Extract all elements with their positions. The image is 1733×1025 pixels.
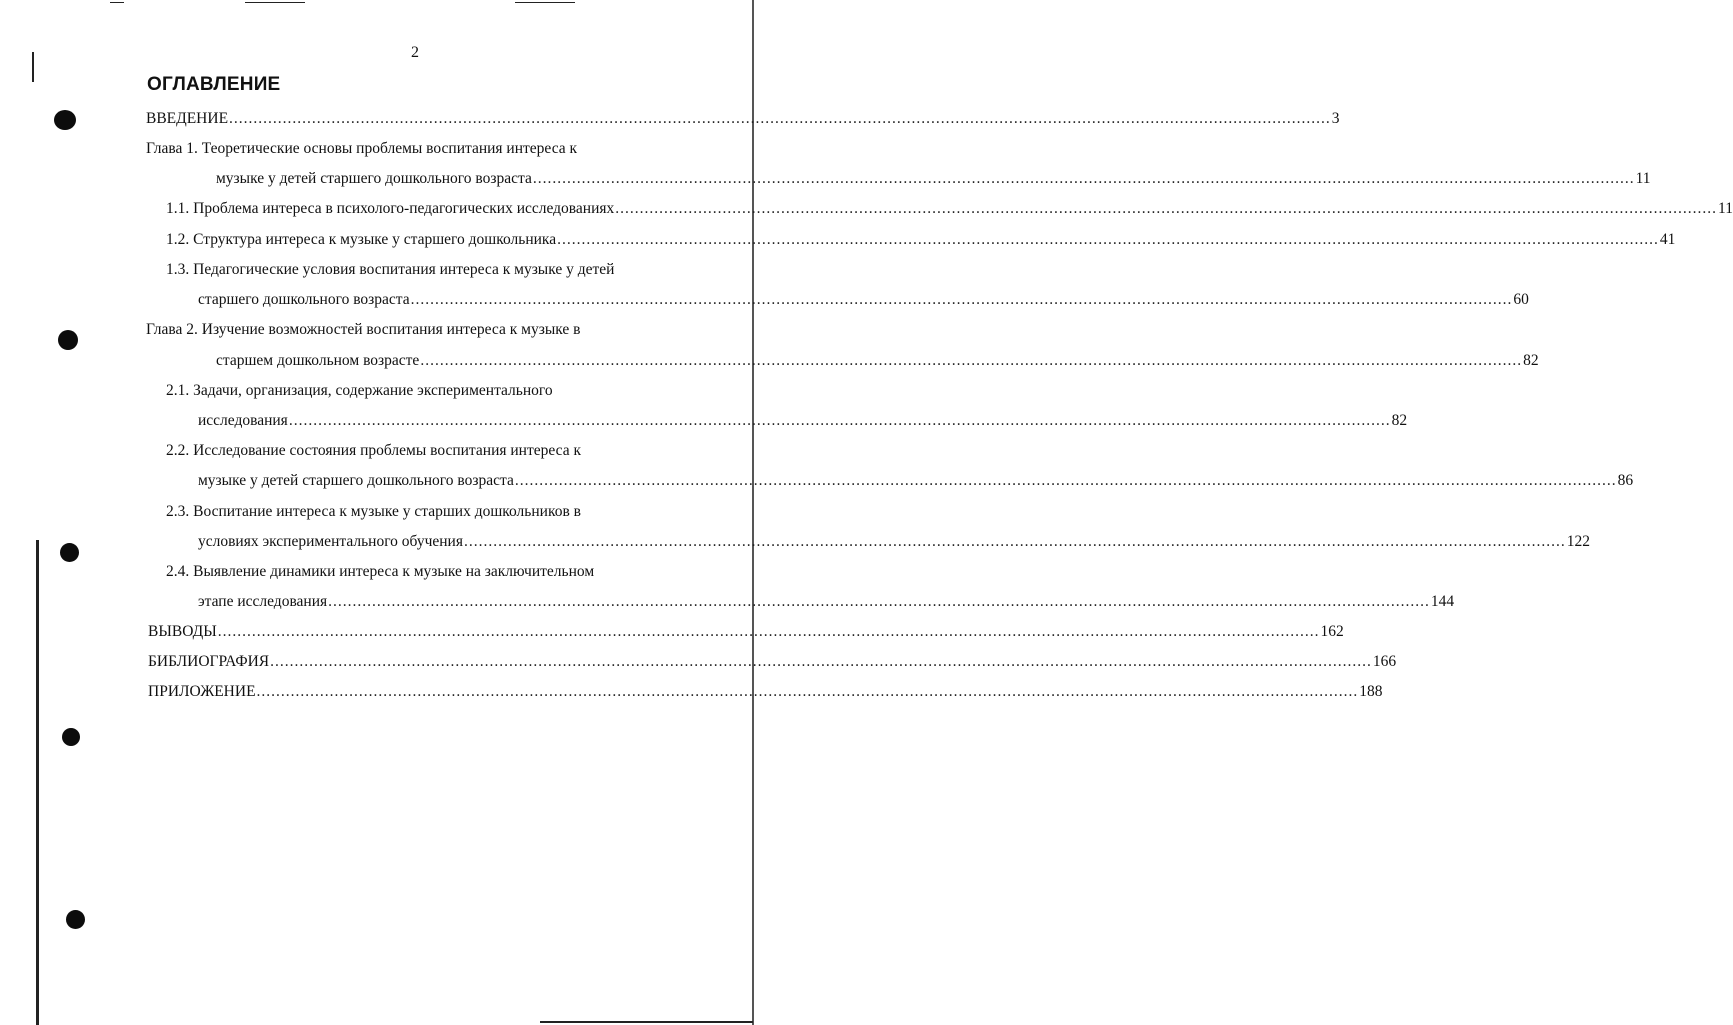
- toc-entry-text: 1.1. Проблема интереса в психолого-педагогических исследованиях: [166, 200, 615, 217]
- toc-entry-text: музыке у детей старшего дошкольного возраста: [198, 472, 514, 489]
- toc-entry-text: БИБЛИОГРАФИЯ: [148, 653, 270, 670]
- toc-entry-page: 41: [1659, 231, 1676, 248]
- dot-leader: ..................................................................................................................................................................................................................................: [532, 170, 1635, 187]
- toc-entry-text: исследования: [198, 412, 288, 429]
- toc-entry-appendix: [148, 683, 1383, 703]
- toc-entry-text: ВЫВОДЫ: [148, 623, 217, 640]
- toc-entry-text: ПРИЛОЖЕНИЕ: [148, 683, 256, 700]
- toc-entry-page: 188: [1359, 683, 1383, 700]
- scan-edge-top-mid: [245, 2, 305, 3]
- toc-entry-page: 60: [1513, 291, 1529, 308]
- toc-entry-text: старшего дошкольного возраста: [198, 291, 410, 308]
- toc-entry-page: 162: [1320, 623, 1344, 640]
- toc-entry-bibliography: [148, 653, 1397, 673]
- toc-chapter-2-cont: [216, 352, 1539, 372]
- toc-entry-page: 122: [1566, 533, 1590, 550]
- toc-entry-text: этапе исследования: [198, 593, 328, 610]
- toc-section-1-2: [166, 231, 1676, 251]
- toc-section-2-2-title: 2.2. Исследование состояния проблемы воспитания интереса к: [166, 442, 581, 459]
- dot-leader: ..................................................................................................................................................................................................................................: [557, 231, 1659, 248]
- toc-entry-page: 11: [1718, 200, 1733, 217]
- dot-leader: ..................................................................................................................................................................................................................................: [410, 291, 1513, 308]
- toc-section-2-1-title: 2.1. Задачи, организация, содержание экспериментального: [166, 382, 553, 399]
- dot-leader: ..................................................................................................................................................................................................................................: [256, 683, 1359, 700]
- toc-entry-page: 3: [1331, 110, 1340, 127]
- toc-entry-page: 82: [1523, 352, 1539, 369]
- dot-leader: ..................................................................................................................................................................................................................................: [420, 352, 1523, 369]
- toc-section-2-3-cont: [198, 533, 1590, 553]
- dot-leader: ..................................................................................................................................................................................................................................: [229, 110, 1331, 127]
- toc-section-2-4-title: 2.4. Выявление динамики интереса к музыке на заключительном: [166, 563, 595, 580]
- dot-leader: ..................................................................................................................................................................................................................................: [463, 533, 1566, 550]
- binding-hole-3: [60, 543, 79, 562]
- toc-entry-text: музыке у детей старшего дошкольного возраста: [216, 170, 532, 187]
- dot-leader: ..................................................................................................................................................................................................................................: [514, 472, 1617, 489]
- toc-section-2-2-cont: [198, 472, 1634, 492]
- toc-entry-text: старшем дошкольном возрасте: [216, 352, 420, 369]
- page-number: 2: [411, 44, 419, 61]
- scan-edge-left-lower: [36, 540, 39, 1025]
- dot-leader: ..................................................................................................................................................................................................................................: [328, 593, 1430, 610]
- toc-chapter-1-cont: [216, 170, 1651, 190]
- toc-entry-page: 82: [1391, 412, 1408, 429]
- toc-entry-page: 144: [1430, 593, 1455, 610]
- toc-section-1-3-title: 1.3. Педагогические условия воспитания интереса к музыке у детей: [166, 261, 615, 278]
- binding-hole-5: [66, 910, 85, 929]
- toc-entry-intro: [146, 110, 1340, 130]
- dot-leader: ..................................................................................................................................................................................................................................: [270, 653, 1372, 670]
- toc-entry-page: 166: [1372, 653, 1397, 670]
- toc-entry-conclusions: [148, 623, 1344, 643]
- scan-edge-top-right: [515, 2, 575, 3]
- toc-entry-page: 11: [1635, 170, 1651, 187]
- dot-leader: ..................................................................................................................................................................................................................................: [288, 412, 1391, 429]
- binding-hole-2: [58, 330, 78, 350]
- scan-edge-top-left: [110, 2, 124, 3]
- toc-chapter-1-title: Глава 1. Теоретические основы проблемы воспитания интереса к: [146, 140, 578, 157]
- dot-leader: ..................................................................................................................................................................................................................................: [217, 623, 1320, 640]
- toc-section-2-4-cont: [198, 593, 1455, 613]
- toc-entry-text: ВВЕДЕНИЕ: [146, 110, 229, 127]
- toc-section-1-1: [166, 200, 1733, 220]
- toc-section-1-3-cont: [198, 291, 1529, 311]
- toc-chapter-2-title: Глава 2. Изучение возможностей воспитания интереса к музыке в: [146, 321, 581, 338]
- toc-entry-text: условиях экспериментального обучения: [198, 533, 463, 550]
- toc-entry-text: 1.2. Структура интереса к музыке у старшего дошкольника: [166, 231, 557, 248]
- scan-edge-bottom: [540, 1021, 753, 1023]
- toc-entry-page: 86: [1617, 472, 1634, 489]
- toc-section-2-1-cont: [198, 412, 1408, 432]
- toc-title: ОГЛАВЛЕНИЕ: [147, 74, 281, 95]
- binding-hole-4: [62, 728, 80, 746]
- dot-leader: ..................................................................................................................................................................................................................................: [615, 200, 1718, 217]
- scan-edge-right: [752, 0, 754, 1025]
- binding-hole-1: [54, 110, 76, 130]
- toc-section-2-3-title: 2.3. Воспитание интереса к музыке у старших дошкольников в: [166, 503, 581, 520]
